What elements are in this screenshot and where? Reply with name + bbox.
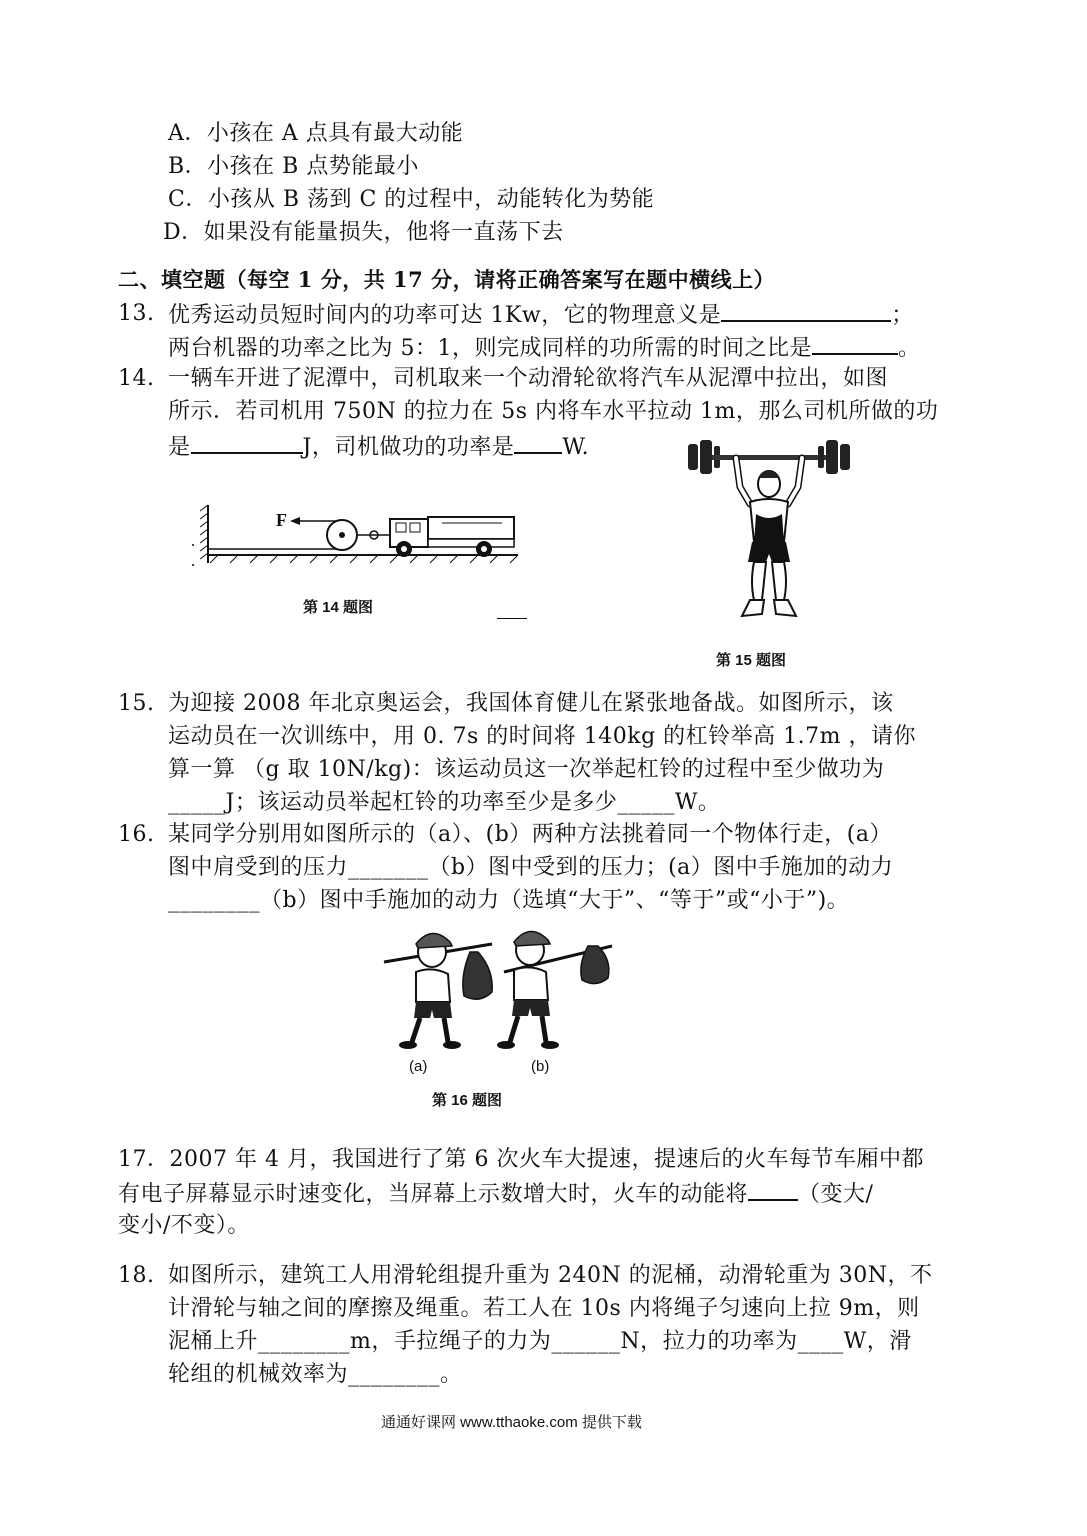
q16-line2: 图中肩受到的压力_______（b）图中受到的压力；(a）图中手施加的动力 — [168, 855, 894, 880]
q13-text2: 两台机器的功率之比为 5：1，则完成同样的功所需的时间之比是 — [168, 336, 812, 361]
q14-blank1 — [191, 430, 303, 454]
figure-16-label-b: (b) — [531, 1058, 550, 1075]
option-b: B．小孩在 B 点势能最小 — [168, 154, 419, 179]
q14-line1: 一辆车开进了泥潭中，司机取来一个动滑轮欲将汽车从泥潭中拉出，如图 — [168, 366, 889, 391]
q18-line1: 如图所示，建筑工人用滑轮组提升重为 240N 的泥桶，动滑轮重为 30N，不 — [168, 1263, 933, 1288]
q18-line4: 轮组的机械效率为________。 — [168, 1362, 463, 1387]
q16-line1: 某同学分别用如图所示的（a）、(b）两种方法挑着同一个物体行走，(a） — [168, 822, 892, 847]
q14-line2: 所示．若司机用 750N 的拉力在 5s 内将车水平拉动 1m，那么司机所做的功 — [168, 399, 939, 424]
q17-line1: 17．2007 年 4 月，我国进行了第 6 次火车大提速，提速后的火车每节车厢中都 — [118, 1147, 924, 1172]
q18-line3: 泥桶上升________m，手拉绳子的力为______N，拉力的功率为____W，滑 — [168, 1329, 912, 1354]
q17-line2 — [118, 1177, 873, 1211]
q17-line3: 变小/不变）。 — [118, 1213, 250, 1238]
q13-text1: 优秀运动员短时间内的功率可达 1Kw，它的物理意义是 — [168, 303, 722, 328]
q13-end1: ； — [891, 303, 914, 328]
q18-number: 18. — [118, 1263, 155, 1288]
q14-line3 — [168, 430, 589, 464]
q15-line2: 运动员在一次训练中，用 0. 7s 的时间将 140kg 的杠铃举高 1.7m ，请你 — [168, 724, 916, 749]
q16-number: 16. — [118, 822, 155, 847]
q14-blank2 — [514, 430, 562, 454]
figure-15-caption: 第 15 题图 — [716, 652, 787, 669]
force-label: F — [276, 510, 287, 530]
page-footer: 通通好课网 www.tthaoke.com 提供下载 — [381, 1414, 642, 1431]
section-heading: 二、填空题（每空 1 分，共 17 分，请将正确答案写在题中横线上） — [118, 267, 776, 292]
q13-end2: 。 — [898, 336, 921, 361]
q17-text2b: （变大/ — [798, 1182, 874, 1207]
q14-text3a: 是 — [168, 435, 191, 460]
option-c: C．小孩从 B 荡到 C 的过程中，动能转化为势能 — [168, 187, 655, 212]
q13-line2 — [168, 331, 921, 365]
option-d: D．如果没有能量损失，他将一直荡下去 — [163, 220, 564, 245]
q13-number: 13. — [118, 301, 155, 326]
q14-text3c: W. — [562, 435, 590, 460]
figure-14-diagram — [190, 495, 530, 575]
option-a: A．小孩在 A 点具有最大动能 — [168, 121, 464, 146]
q13-blank1 — [721, 298, 891, 322]
q16-line3: ________（b）图中手施加的动力（选填“大于”、“等于”或“小于”)。 — [168, 888, 850, 913]
q18-line2: 计滑轮与轴之间的摩擦及绳重。若工人在 10s 内将绳子匀速向上拉 9m，则 — [168, 1296, 920, 1321]
figure-16-caption: 第 16 题图 — [432, 1092, 503, 1109]
q13-line1 — [168, 298, 914, 332]
q17-text2a: 有电子屏幕显示时速变化，当屏幕上示数增大时，火车的动能将 — [118, 1182, 749, 1207]
q14-number: 14. — [118, 366, 155, 391]
q14-text3b: J，司机做功的功率是 — [302, 435, 515, 460]
figure-15-weightlifter — [684, 432, 854, 627]
q15-line4: _____J；该运动员举起杠铃的功率至少是多少_____W。 — [168, 790, 721, 815]
q13-blank2 — [812, 331, 898, 355]
stray-underline — [497, 618, 527, 619]
q15-line1: 为迎接 2008 年北京奥运会，我国体育健儿在紧张地备战。如图所示，该 — [168, 691, 894, 716]
q17-blank — [748, 1177, 798, 1201]
figure-16-carrying — [382, 918, 618, 1058]
figure-16-label-a: (a) — [409, 1058, 428, 1075]
figure-14-caption: 第 14 题图 — [303, 599, 374, 616]
q15-line3: 算一算 （g 取 10N/kg)：该运动员这一次举起杠铃的过程中至少做功为 — [168, 757, 885, 782]
q15-number: 15. — [118, 691, 155, 716]
